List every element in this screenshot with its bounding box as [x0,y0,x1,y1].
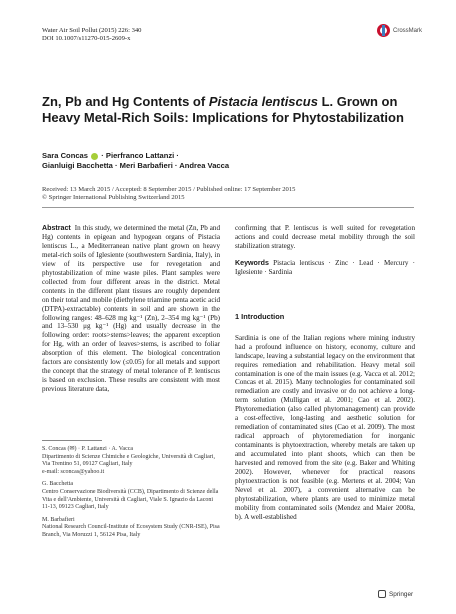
affiliation-2 [42,481,220,511]
affiliation-1-names: S. Concas (✉) · P. Lattanzi · A. Vacca [42,446,134,452]
abstract-column [42,224,220,394]
crossmark-label: CrossMark [393,27,423,34]
header-divider [42,207,414,208]
title-part2: L. Grown on Heavy Metal-Rich Soils: Implications for Phytostabilization [42,94,404,125]
author-first[interactable]: Sara Concas [42,151,89,160]
affiliation-1 [42,446,220,476]
journal-doi[interactable]: DOI 10.1007/s11270-015-2609-x [42,35,131,43]
title-species: Pistacia lentiscus [208,94,318,109]
orcid-icon[interactable] [91,153,98,160]
article-dates [42,186,295,203]
affiliation-divider [42,440,102,441]
section-heading-introduction: 1 Introduction [235,311,285,321]
abstract-label: Abstract [42,224,71,232]
keywords [235,259,415,277]
right-column [235,224,415,522]
keywords-label: Keywords [235,258,269,267]
affiliation-3-names: M. Barbafieri [42,516,75,523]
affiliation-3 [42,517,220,540]
publisher-footer [378,590,413,598]
abstract-text: In this study, we determined the metal (Zn, Pb and Hg) contents in epigean and hypogean organs of Pistacia lentiscus L., a Mediterranean native plant grown on heavy metal-rich soils of Iglesiente (southwestern Sardinia, Italy), in view of its perspective use for revegetation and phytostabilization of mine waste piles. Plant samples were collected from four different areas in the district. Metal contents in the different plant tissues are roughly dependent on their total and mobile (diethylene triamine penta acetic acid (DTPA)-extractable) contents in soil and are shown in the following ranges: 48–628 mg kg⁻¹ (Zn), 2–354 mg kg⁻¹ (Pb) and 13–530 μg kg⁻¹ (Hg) and usually decrease in the following order: roots>stems>leaves; the apparent exception for Hg, with an order of leaves>stems, is ascribed to foliar absorption of this element. The biological concentration factors are consistently low (≤0.05) for all metals and support the concept that the strategy of metal tolerance of P. lentiscus is based on exclusion. These results are consistent with most previous literature data, [42,224,221,394]
publisher-name: Springer [389,590,414,598]
introduction-text: Sardinia is one of the Italian regions where mining industry had a profound influence on history, economy, culture and landscape, leaving a substantial legacy on the environment that requires remediation and rehabilitation. Heavy metal soil contamination is one of the main issues (e.g. Vacca et al. 2012; Concas et al. 2015). Many technologies for contaminated soil remediation are costly and invasive or do not achieve a long-term solution (Mulligan et al. 2001; Cao et al. 2002). Phytoremediation (also called phytomanagement) can provide a cost-effective, long-lasting and aesthetic solution for remediation of contaminated sites (Cao et al. 2009). The most radical approach of phytoremediation for inorganic contaminants is phytoextraction, whereby metals are taken up and accumulated into plant shoots, which can then be harvested and removed from the site (e.g. Baker and Whiting 2002). However, whenever for practical reasons phytoextraction is not feasible (e.g. Mertens et al. 2004; Van Nevel et al. 2007), a convenient alternative can be phytostabilization, where plants are used to minimize metal mobility from contaminated soils (Mendez and Maier 2008a, b). A well-established [235,333,415,521]
affiliation-1-email[interactable]: e-mail: sconcas@yahoo.it [42,468,105,475]
title-part1: Zn, Pb and Hg Contents of [42,94,209,109]
copyright: © Springer International Publishing Switzerland 2015 [42,194,185,202]
author-line2: Gianluigi Bacchetta · Meri Barbafieri · Andrea Vacca [42,161,230,170]
author-line1-rest: · Pierfranco Lattanzi · [99,151,179,160]
crossmark-logo[interactable] [377,24,422,37]
springer-horse-icon [378,590,386,598]
abstract-continuation: confirming that P. lentiscus is well suited for revegetation actions and could decrease metal mobility through the soil stabilization strategy. [235,224,415,250]
keywords-text: Pistacia lentiscus · Zinc · Lead · Mercury · Iglesiente · Sardinia [235,258,415,276]
affiliation-2-names: G. Bacchetta [42,481,73,488]
crossmark-icon [377,24,390,37]
article-title [42,94,422,125]
affiliation-1-address: Dipartimento di Scienze Chimiche e Geologiche, Università di Cagliari, Via Trentino 51, 09127 Cagliari, Italy [42,453,215,468]
affiliation-2-address: Centro Conservazione Biodiversità (CCB), Dipartimento di Scienze della Vita e dell'Ambiente, Università di Cagliari, Viale S. Ignazio da Laconi 11-13, 09123 Cagliari, Italy [42,488,219,511]
journal-volume: Water Air Soil Pollut (2015) 226: 340 [42,27,142,34]
affiliation-3-address: National Research Council-Institute of Ecosystem Study (CNR-ISE), Pisa Branch, Via Moruzzi 1, 56124 Pisa, Italy [42,524,220,538]
history-dates: Received: 13 March 2015 / Accepted: 8 September 2015 / Published online: 17 September 2015 [42,186,296,193]
affiliations [42,446,220,545]
journal-citation [42,27,141,44]
author-list [42,151,229,171]
